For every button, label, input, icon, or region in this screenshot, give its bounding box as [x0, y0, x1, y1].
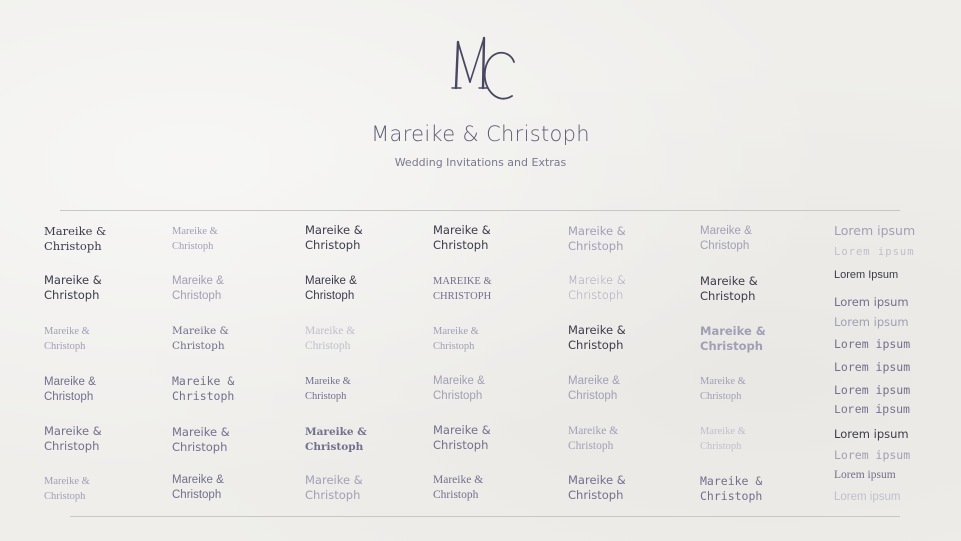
font-sample: Mareike & Christoph: [568, 323, 626, 352]
lorem-sample: Lorem ipsum: [834, 315, 909, 329]
font-sample: Mareike & Christoph: [700, 474, 763, 503]
font-sample: Mareike & Christoph: [568, 473, 626, 502]
lorem-sample: Lorem ipsum: [834, 427, 909, 441]
page-subtitle: Wedding Invitations and Extras: [394, 156, 567, 169]
bottom-divider: [70, 516, 900, 517]
font-sample: Mareike & Christoph: [568, 375, 620, 402]
lorem-sample: Lorem ipsum: [834, 383, 911, 397]
monogram-logo: [440, 30, 522, 108]
top-divider: [60, 210, 900, 211]
font-sample: Mareike & Christoph: [172, 474, 224, 501]
font-sample: Mareike & Christoph: [44, 224, 107, 253]
lorem-sample: Lorem ipsum: [834, 223, 916, 238]
font-sample: Mareike & Christoph: [44, 326, 90, 352]
font-sample: Mareike & Christoph: [568, 224, 626, 253]
font-sample: Mareike & Christoph: [44, 424, 102, 453]
lorem-sample: Lorem ipsum: [834, 469, 896, 481]
font-sample: Mareike & Christoph: [305, 223, 363, 252]
font-sample: Mareike & Christoph: [700, 426, 746, 452]
font-sample: Mareike & Christoph: [700, 225, 752, 252]
font-sample: MAREIKE & CHRISTOPH: [433, 276, 492, 302]
font-sample: Mareike & Christoph: [305, 275, 357, 302]
font-sample: Mareike & Christoph: [433, 326, 479, 352]
lorem-sample: Lorem ipsum: [834, 295, 909, 309]
lorem-sample: Lorem ipsum: [834, 448, 911, 462]
lorem-sample: Lorem Ipsum: [834, 269, 899, 281]
lorem-sample: Lorem ipsum: [834, 360, 911, 374]
font-sample: Mareike & Christoph: [433, 423, 491, 452]
font-sample: Mareike & Christoph: [44, 376, 96, 403]
font-sample: Mareike & Christoph: [568, 425, 619, 452]
font-sample: Mareike & Christoph: [305, 325, 356, 352]
font-sample: Mareike & Christoph: [305, 473, 363, 502]
font-sample: Mareike & Christoph: [433, 223, 491, 252]
font-sample: Mareike & Christoph: [700, 274, 758, 303]
font-sample: Mareike & Christoph: [172, 374, 235, 403]
font-sample: Mareike & Christoph: [700, 324, 766, 353]
font-sample: Mareike & Christoph: [44, 476, 90, 502]
font-sample: Mareike & Christoph: [305, 376, 351, 402]
font-sample: Mareike & Christoph: [568, 273, 626, 302]
font-sample: Mareike & Christoph: [44, 273, 102, 302]
font-sample: Mareike & Christoph: [433, 375, 485, 402]
font-sample: Mareike & Christoph: [172, 226, 218, 252]
font-sample: Mareike & Christoph: [305, 426, 367, 453]
lorem-sample: Lorem ipsum: [834, 404, 910, 417]
page-title: Mareike & Christoph: [371, 122, 590, 146]
font-sample: Mareike & Christoph: [172, 275, 224, 302]
lorem-sample: Lorem ipsum: [834, 491, 901, 503]
font-sample: Mareike & Christoph: [700, 376, 746, 402]
font-sample: Mareike & Christoph: [433, 474, 484, 501]
font-sample: Mareike & Christoph: [172, 425, 230, 454]
lorem-sample: Lorem ipsum: [834, 337, 911, 351]
lorem-sample: Lorem ipsum: [834, 246, 915, 258]
font-sample: Mareike & Christoph: [172, 325, 229, 352]
